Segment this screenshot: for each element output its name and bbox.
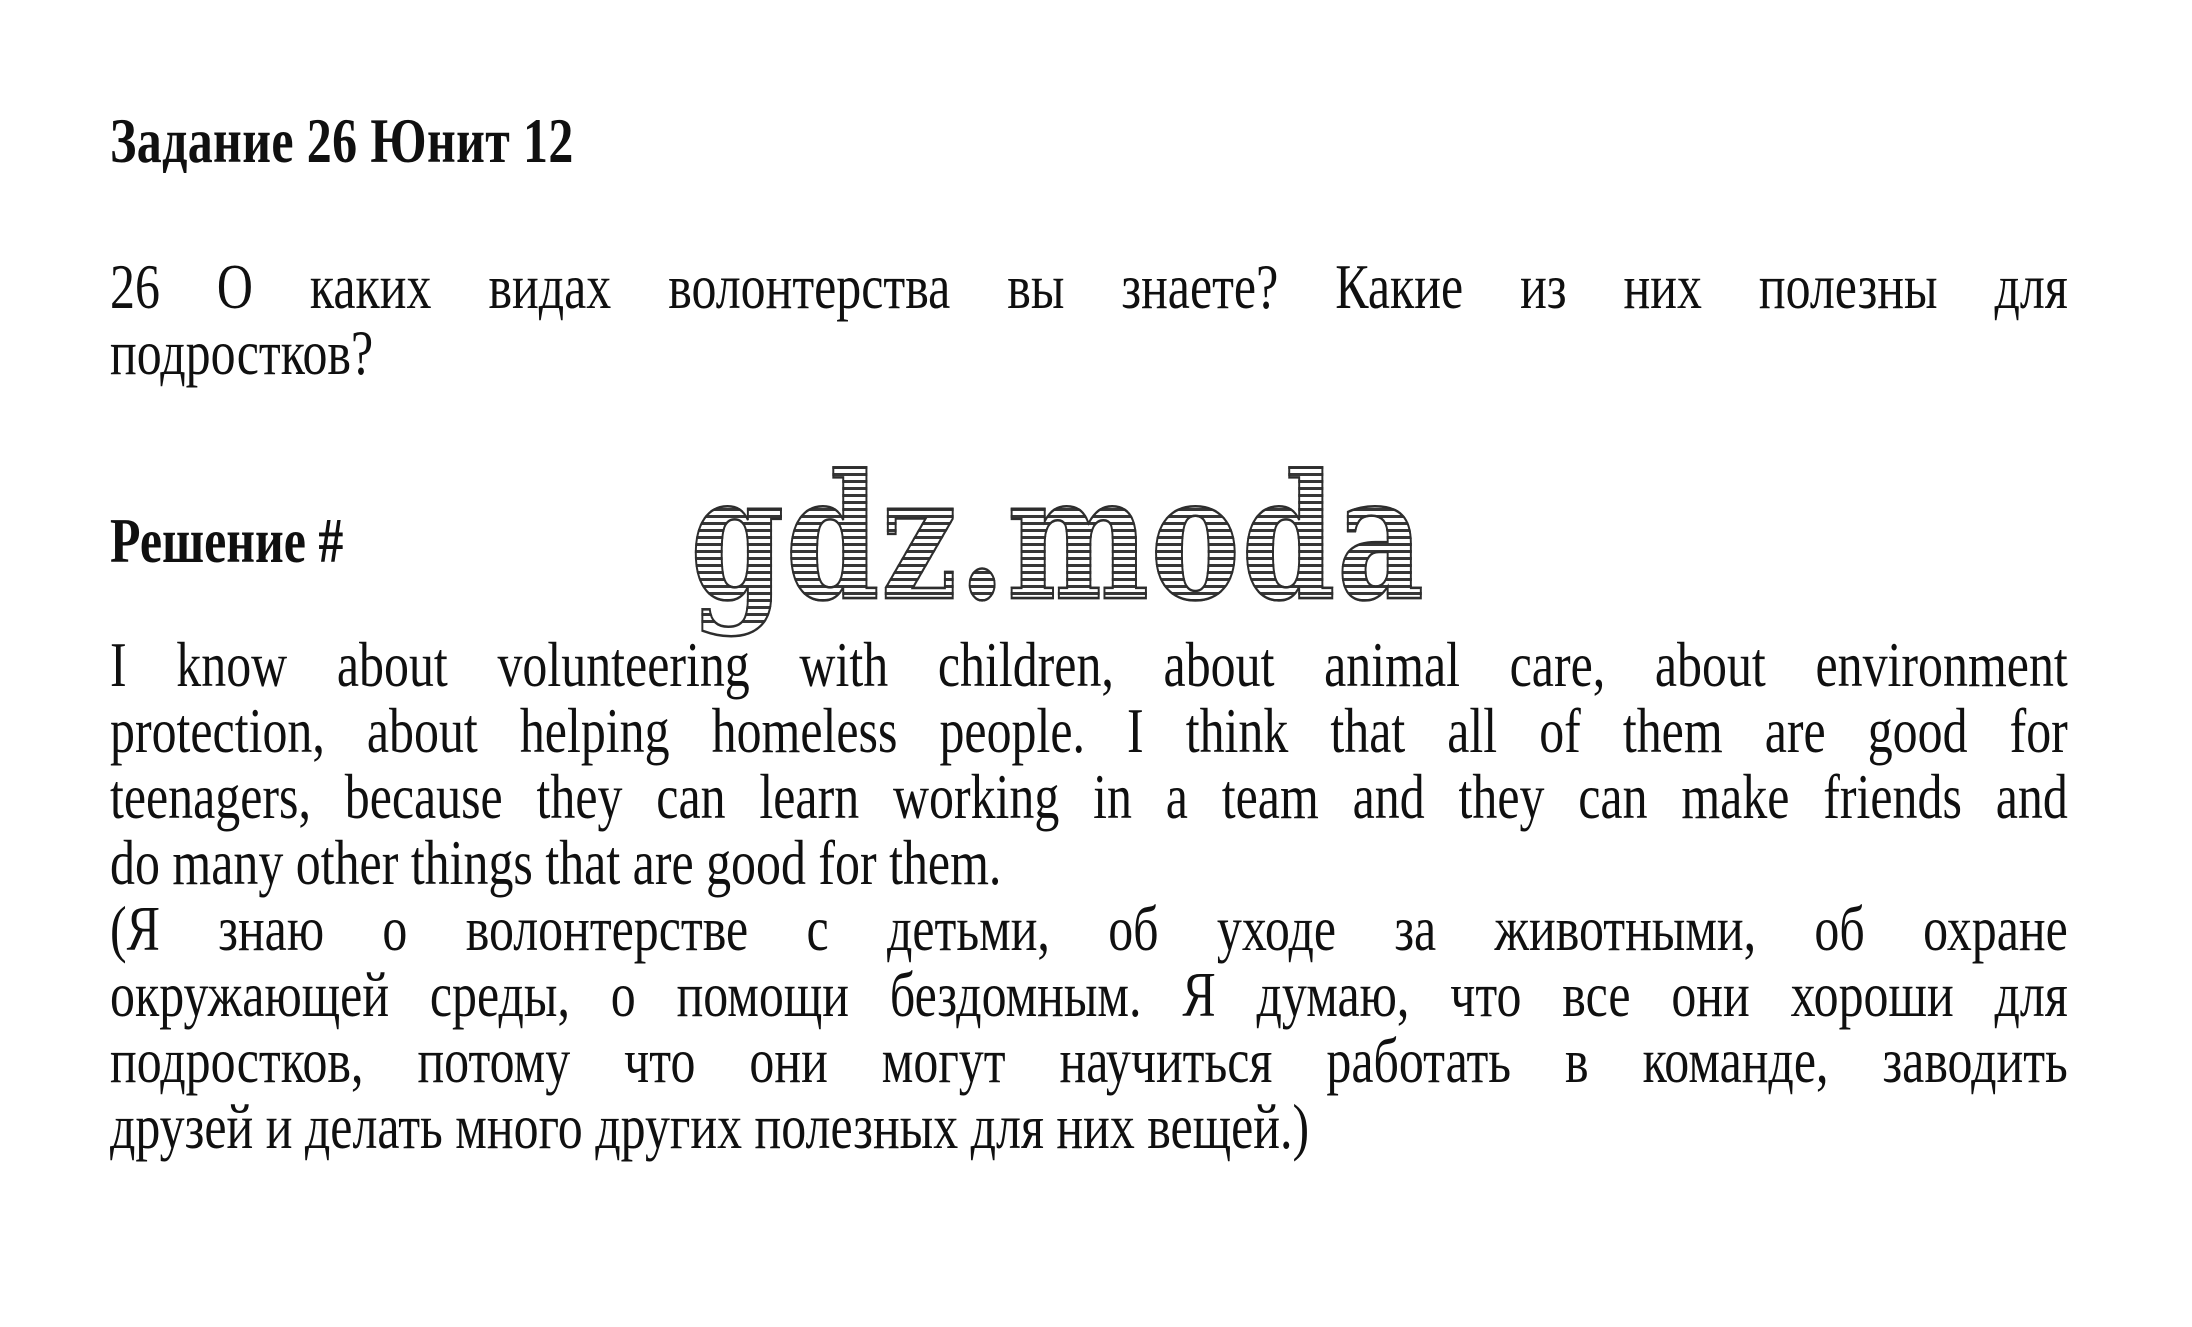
answer-line: (Я знаю о волонтерстве с детьми, об уходе за животными, об охране xyxy=(109,893,2068,964)
answer-english xyxy=(109,629,2068,898)
task-title: Задание 26 Юнит 12 xyxy=(109,105,574,176)
answer-line: подростков, потому что они могут научиться работать в команде, заводить xyxy=(109,1025,2068,1096)
question-line: подростков? xyxy=(109,317,374,388)
watermark-text: gdz.moda xyxy=(690,436,1426,639)
answer-line: I know about volunteering with children, about animal care, about environment xyxy=(109,629,2068,700)
answer-line: teenagers, because they can learn working in a team and they can make friends and xyxy=(109,761,2068,832)
question-paragraph xyxy=(109,251,2068,388)
answer-line: protection, about helping homeless people. I think that all of them are good for xyxy=(109,695,2068,766)
solution-heading: Решение # xyxy=(109,505,344,576)
answer-text xyxy=(109,629,2068,1162)
answer-line: do many other things that are good for them. xyxy=(109,827,1002,898)
answer-line: друзей и делать много других полезных для них вещей.) xyxy=(109,1091,1310,1162)
answer-russian xyxy=(109,893,2068,1162)
answer-line: окружающей среды, о помощи бездомным. Я думаю, что все они хороши для xyxy=(109,959,2068,1030)
question-line: 26 О каких видах волонтерства вы знаете? Какие из них полезны для xyxy=(109,251,2068,322)
